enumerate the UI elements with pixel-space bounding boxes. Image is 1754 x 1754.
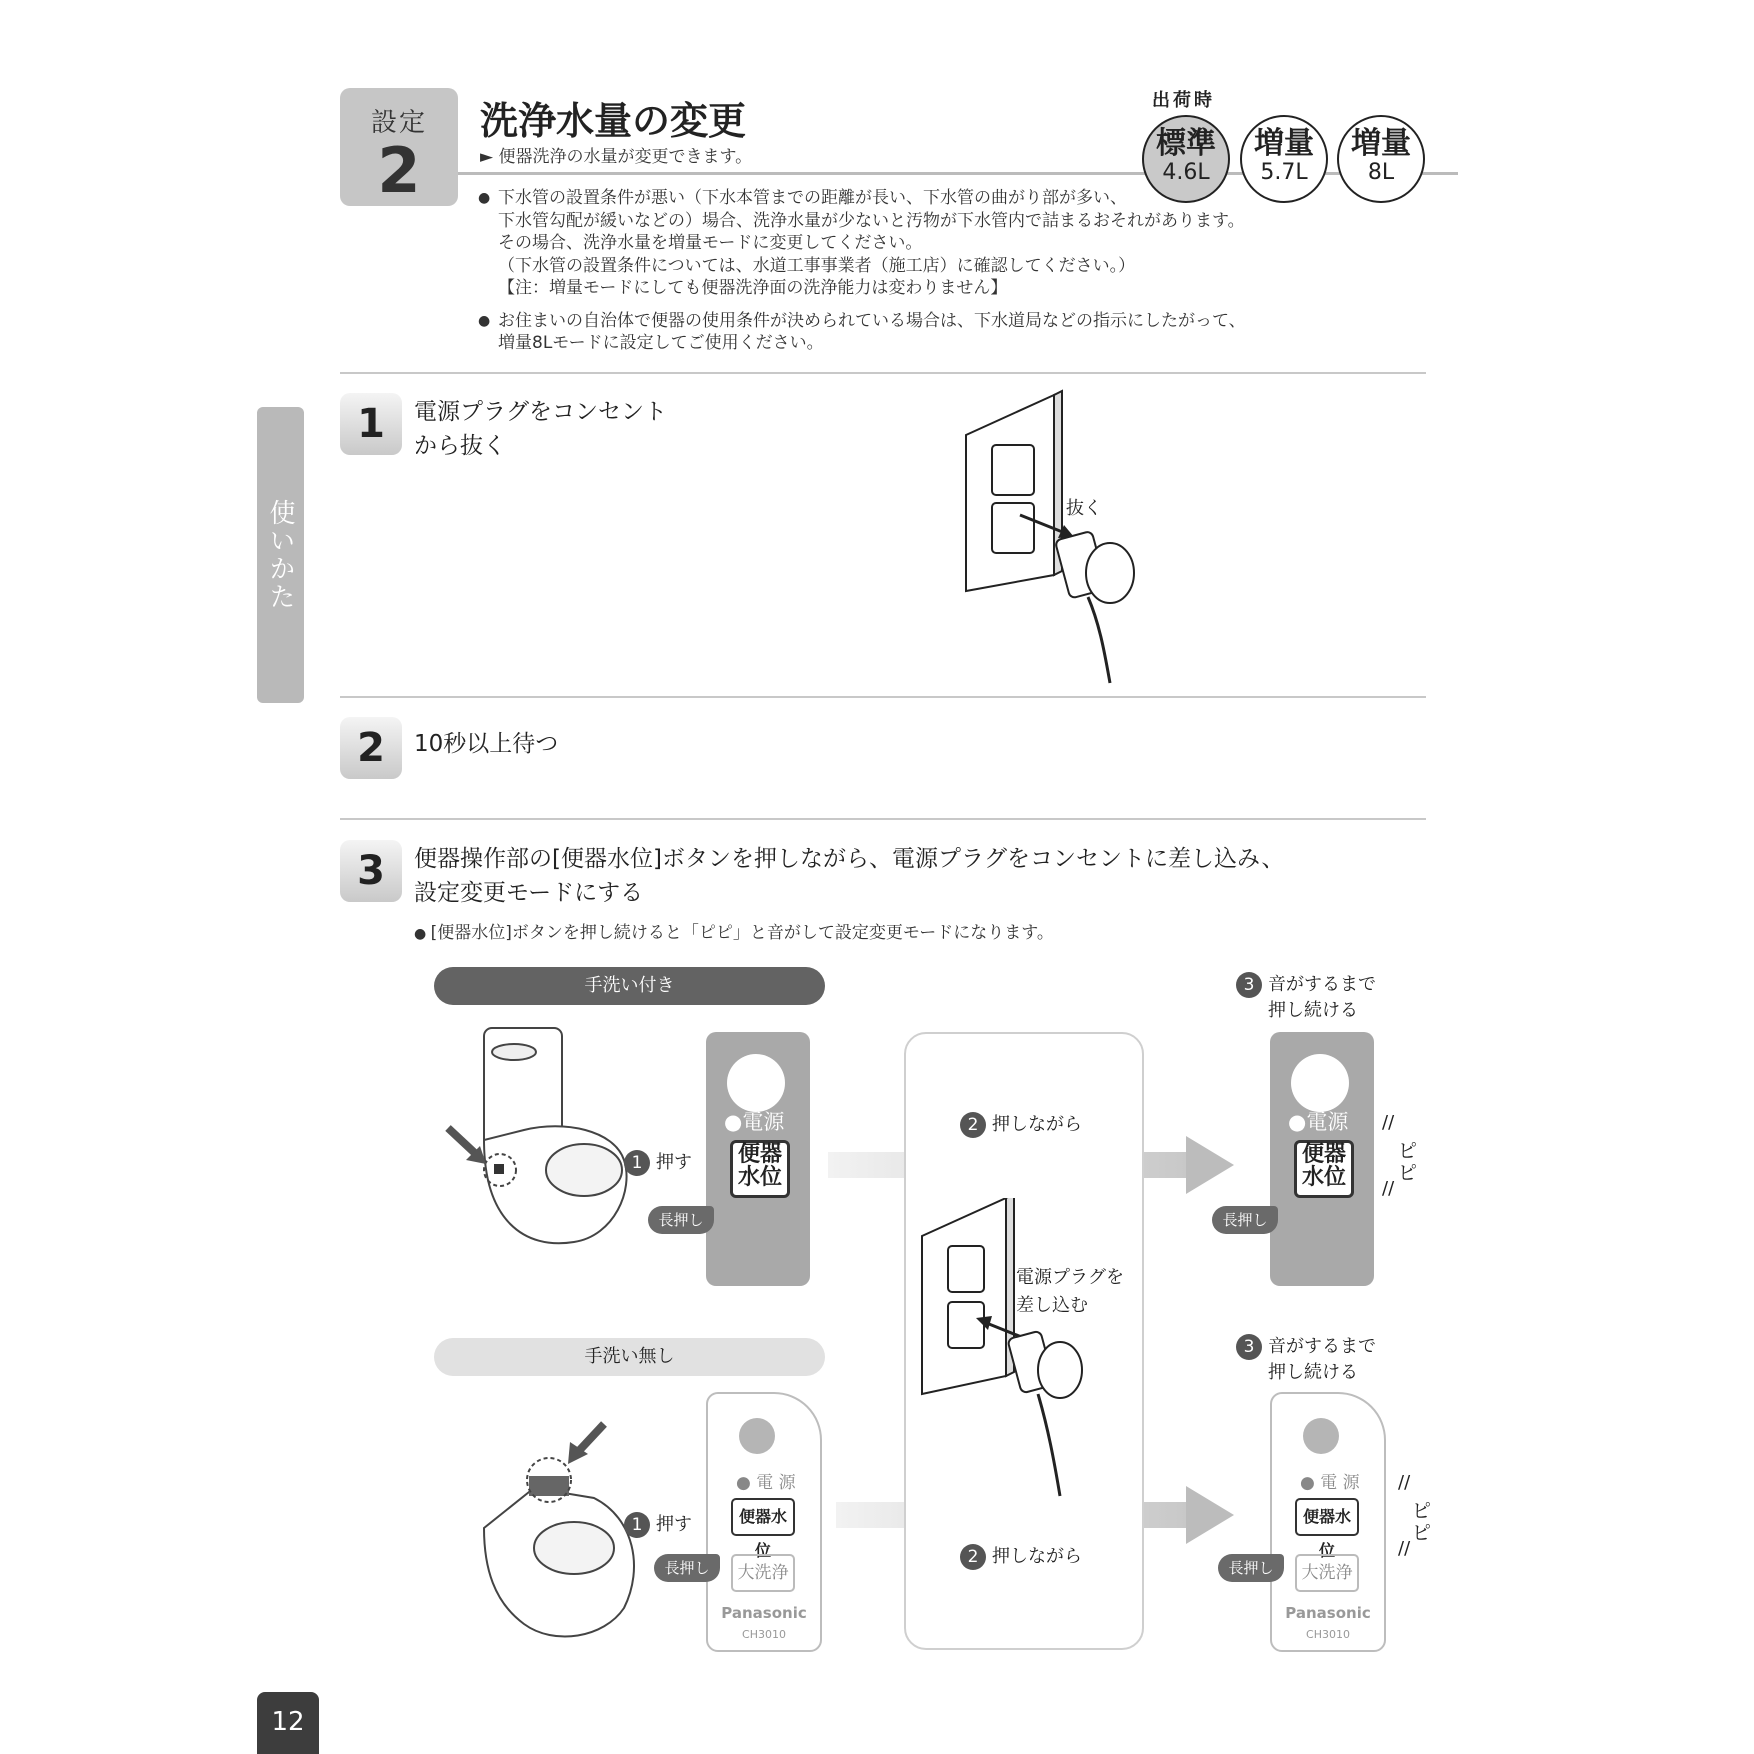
pointer-arrow: [448, 1128, 478, 1156]
type-with-sink-pill: 手洗い付き: [434, 967, 825, 1005]
power-label: ●電源: [1288, 1110, 1349, 1134]
step-circle-3: 3: [1236, 972, 1262, 998]
plug-cord: [1088, 597, 1110, 683]
mode-increase-57-circle: [1240, 115, 1328, 203]
step-circle-2: 2: [960, 1112, 986, 1138]
plug-head: [1038, 1342, 1082, 1398]
type-without-sink-pill: 手洗い無し: [434, 1338, 825, 1376]
note-line: （下水管の設置条件については、水道工事事業者（施工店）に確認してください。）: [498, 255, 1136, 276]
step-text-line: 電源プラグをコンセント: [414, 399, 667, 425]
step-text-line: 設定変更モードにする: [414, 880, 644, 906]
big-flush-button[interactable]: 大洗浄: [731, 1554, 795, 1592]
water-level-button[interactable]: [730, 1140, 790, 1198]
power-indicator: [1291, 1054, 1349, 1112]
control-panel-with-sink-result: [1270, 1032, 1374, 1286]
model-number: CH3010: [742, 1628, 786, 1641]
sound-lines-icon: //: [1398, 1538, 1411, 1559]
push-while-label-row1: [960, 1110, 1082, 1138]
power-indicator: [1303, 1418, 1339, 1454]
step-circle-1: 1: [624, 1512, 650, 1538]
step-3-text: [414, 842, 1284, 910]
outlet-socket-upper: [948, 1246, 984, 1292]
plug-in-label: [1016, 1264, 1124, 1320]
step-2-number: 2: [340, 717, 402, 779]
beep-sound-label: ピピ: [1394, 1140, 1418, 1184]
top-control: [529, 1476, 569, 1496]
remote-panel-without-sink: [706, 1392, 822, 1652]
outlet-socket-lower: [948, 1302, 984, 1348]
step-circle-3: 3: [1236, 1334, 1262, 1360]
shipping-default-label: 出荷時: [1152, 90, 1215, 111]
power-indicator: [739, 1418, 775, 1454]
plug-in-label-line: 差し込む: [1016, 1295, 1088, 1316]
power-indicator: [727, 1054, 785, 1112]
step-3-note: ● [便器水位]ボタンを押し続けると「ピピ」と音がして設定変更モードになります。: [414, 918, 1054, 943]
plug-in-illustration: [914, 1198, 1094, 1498]
keep-pressing-line: 音がするまで: [1268, 1336, 1376, 1357]
long-press-hand: 長押し: [654, 1554, 720, 1582]
step-circle-2: 2: [960, 1544, 986, 1570]
outlet-socket-upper: [992, 445, 1034, 495]
note-line: 【注：増量モードにしても便器洗浄面の洗浄能力は変わりません】: [498, 278, 1008, 298]
power-label: ● 電 源: [1300, 1473, 1360, 1493]
toilet-with-sink-illustration: [444, 1020, 644, 1260]
divider: [340, 696, 1426, 698]
push-while-label: 押しながら: [992, 1114, 1082, 1135]
button-label-line: 水位: [737, 1165, 782, 1190]
outlet-socket-lower: [992, 503, 1034, 553]
plug-head: [1086, 543, 1134, 603]
sound-lines-icon: //: [1382, 1178, 1395, 1199]
brand-logo: Panasonic: [1285, 1604, 1371, 1622]
section-side-tab: 使いかた: [257, 407, 304, 703]
step-1-text: [414, 395, 667, 463]
water-level-button[interactable]: [1294, 1140, 1354, 1198]
keep-pressing-label-row1: [1236, 972, 1376, 1024]
step-circle-1: 1: [624, 1150, 650, 1176]
mode-volume: 5.7L: [1260, 160, 1308, 185]
mode-name: 増量: [1254, 126, 1314, 161]
unplug-label: 抜く: [1066, 498, 1102, 519]
beep-sound-label: ピピ: [1408, 1500, 1432, 1544]
remote-panel-without-sink-result: [1270, 1392, 1386, 1652]
note-line: ● 下水管の設置条件が悪い（下水本管までの距離が長い、下水管の曲がり部が多い、: [498, 188, 1127, 208]
note-line: その場合、洗浄水量を増量モードに変更してください。: [498, 233, 923, 253]
power-label: ●電源: [724, 1110, 785, 1134]
step-3-number: 3: [340, 840, 402, 902]
note-line: ● お住まいの自治体で便器の使用条件が決められている場合は、下水道局などの指示にしたがって、: [498, 310, 1246, 331]
keep-pressing-line: 押し続ける: [1268, 1000, 1358, 1021]
step-2-text: 10秒以上待つ: [414, 731, 559, 757]
long-press-hand: 長押し: [1218, 1554, 1284, 1582]
big-flush-button[interactable]: 大洗浄: [1295, 1554, 1359, 1592]
plug-cord: [1038, 1394, 1060, 1496]
mode-increase-8-circle: [1337, 115, 1425, 203]
long-press-hand: 長押し: [1212, 1206, 1278, 1234]
page-title: 洗浄水量の変更: [480, 99, 747, 143]
arrow-head-row1: [1186, 1136, 1236, 1194]
brand-logo: Panasonic: [721, 1604, 807, 1622]
arrow-head-row2: [1186, 1486, 1236, 1544]
water-level-button[interactable]: 便器水位: [1295, 1498, 1359, 1536]
step-1-number: 1: [340, 393, 402, 455]
note-municipality: [478, 310, 1246, 355]
setting-badge: [340, 88, 458, 206]
wall-outlet-plate: [922, 1198, 1006, 1394]
sound-lines-icon: //: [1398, 1472, 1411, 1493]
button-label-line: 水位: [1301, 1165, 1346, 1190]
step-text-line: 便器操作部の[便器水位]ボタンを押しながら、電源プラグをコンセントに差し込み、: [414, 846, 1285, 872]
water-level-button[interactable]: 便器水位: [731, 1498, 795, 1536]
setting-number: 2: [377, 134, 421, 207]
note-sewer-conditions: [478, 187, 1246, 300]
note-line: 下水管勾配が緩いなどの）場合、洗浄水量が少ないと汚物が下水管内で詰まるおそれがあります。: [498, 210, 1245, 231]
keep-pressing-line: 音がするまで: [1268, 974, 1376, 995]
mode-volume: 8L: [1367, 160, 1395, 185]
push-label-row1: [624, 1148, 692, 1176]
page-number: 12: [257, 1692, 319, 1754]
long-press-hand: 長押し: [648, 1206, 714, 1234]
mode-name: 標準: [1156, 126, 1216, 161]
mode-name: 増量: [1351, 126, 1411, 161]
sound-lines-icon: //: [1382, 1112, 1395, 1133]
control-panel-with-sink: [706, 1032, 810, 1286]
step-text-line: から抜く: [414, 433, 506, 459]
keep-pressing-label-row2: [1236, 1334, 1376, 1386]
divider: [340, 818, 1426, 820]
notes: [478, 187, 1246, 365]
power-label: ● 電 源: [736, 1473, 796, 1493]
seat: [546, 1144, 622, 1196]
seat: [534, 1522, 614, 1574]
button-label-line: 便器: [1301, 1142, 1346, 1167]
mode-volume: 4.6L: [1162, 160, 1210, 185]
page-subtitle: ► 便器洗浄の水量が変更できます。: [480, 147, 753, 167]
push-while-label-row2: [960, 1542, 1082, 1570]
side-control: [494, 1164, 504, 1174]
setting-label: 設定: [370, 108, 427, 138]
unplug-illustration: [950, 385, 1170, 685]
keep-pressing-line: 押し続ける: [1268, 1362, 1358, 1383]
button-label-line: 便器: [737, 1142, 782, 1167]
push-label: 押す: [656, 1514, 692, 1535]
model-number: CH3010: [1306, 1628, 1350, 1641]
push-label: 押す: [656, 1152, 692, 1173]
note-line: 増量8Lモードに設定してご使用ください。: [498, 333, 824, 353]
plug-in-label-line: 電源プラグを: [1016, 1267, 1124, 1288]
sink-basin: [492, 1044, 536, 1060]
push-while-label: 押しながら: [992, 1546, 1082, 1567]
divider: [340, 372, 1426, 374]
push-label-row2: [624, 1510, 692, 1538]
